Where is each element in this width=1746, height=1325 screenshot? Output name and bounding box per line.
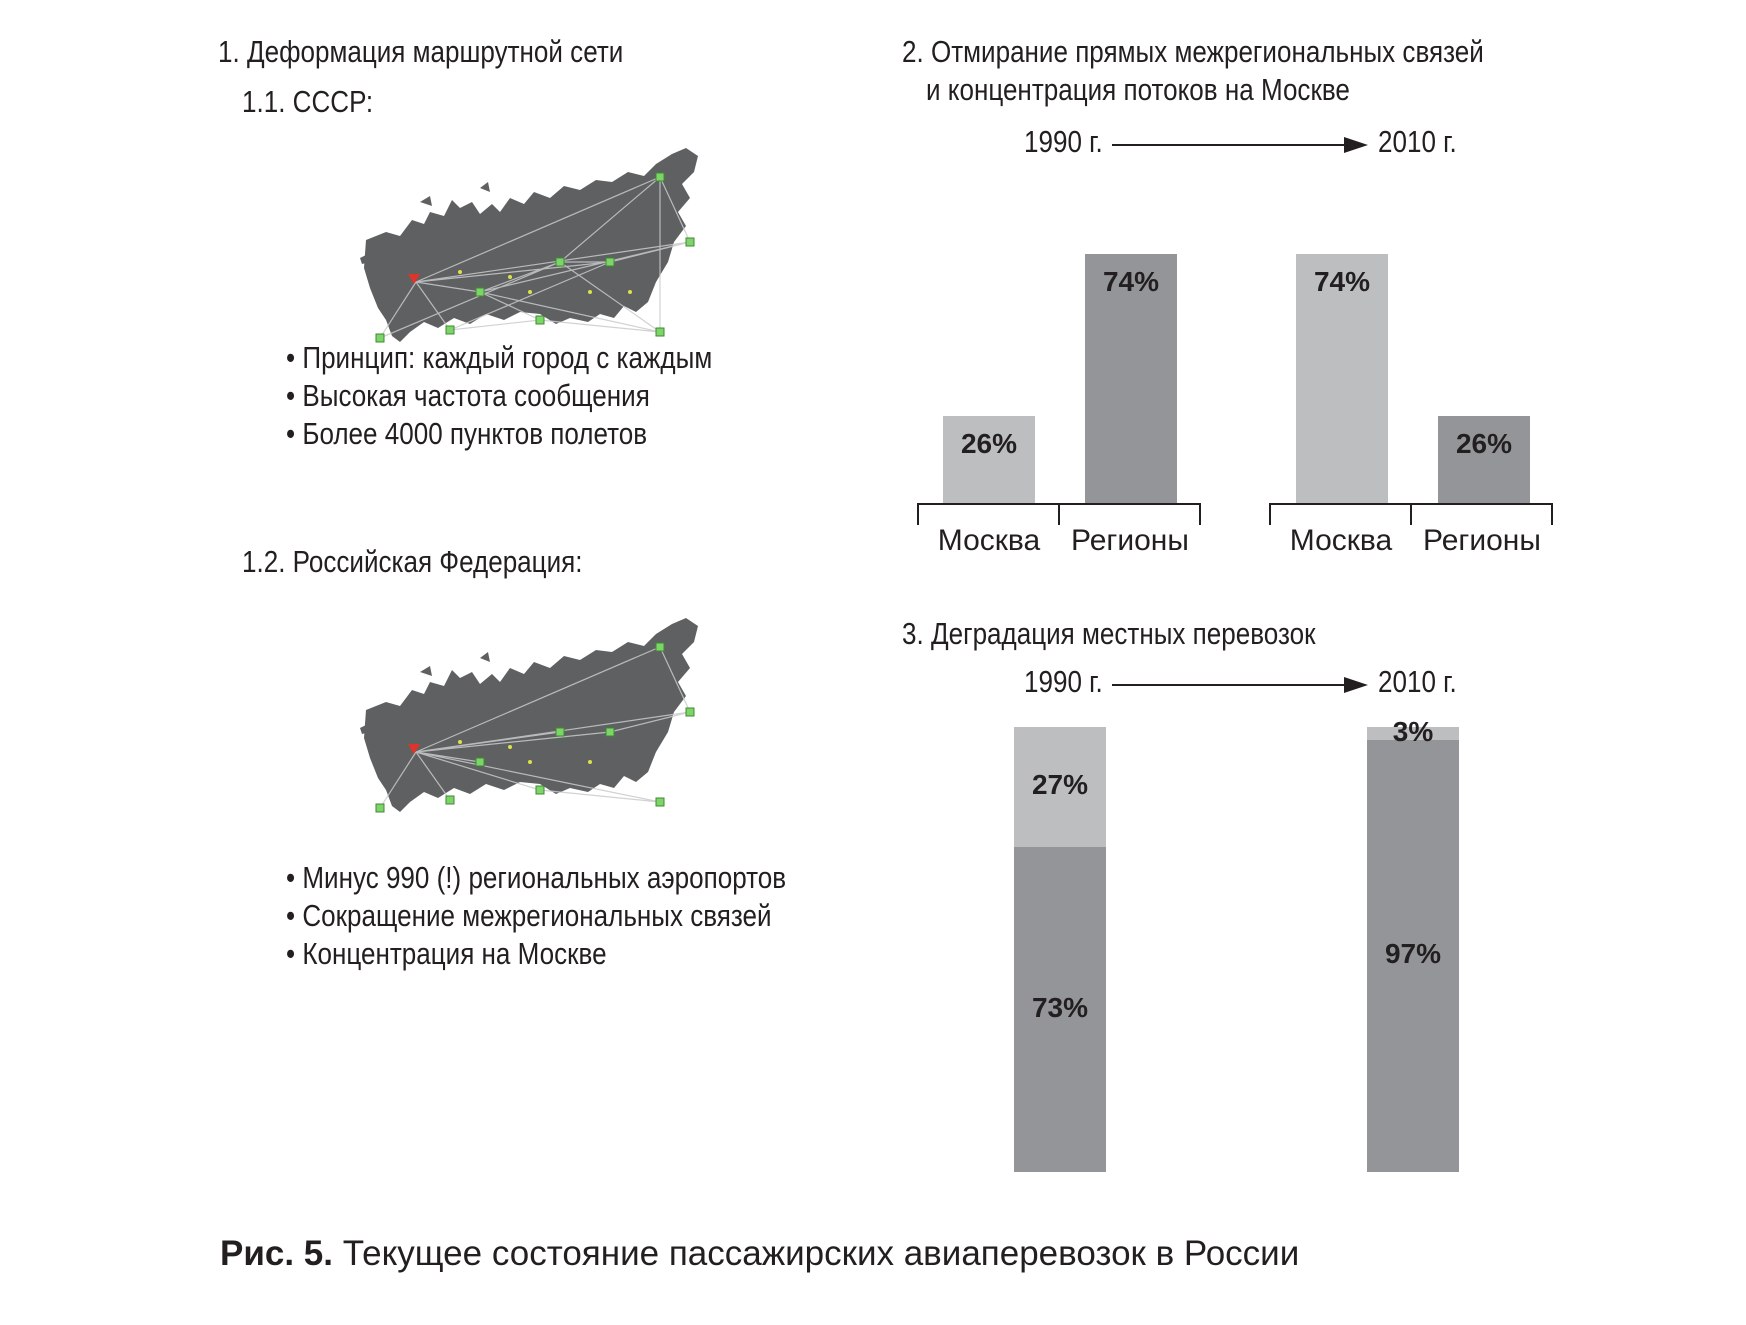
figure-caption-text: Текущее состояние пассажирских авиаперевозок в России [332,1234,1300,1273]
figure-caption-label: Рис. 5. [220,1234,333,1273]
bar-label-1990-moscow: 26% [960,428,1018,459]
section1-title: 1. Деформация маршрутной сети [218,34,624,69]
section2-arrow-icon [1112,135,1368,155]
category-label-regions: Регионы [1071,524,1189,557]
section2-year-from: 1990 г. [1024,124,1103,159]
rf-network-map-icon [360,612,712,842]
list-item: • Высокая частота сообщения [286,377,712,415]
ussr-network-map-icon [360,142,712,372]
stacked-label-2010-upper: 3% [1392,715,1434,747]
axis-tick [1551,503,1553,525]
list-item: • Минус 990 (!) региональных аэропортов [286,859,786,897]
section3-year-from: 1990 г. [1024,664,1103,699]
section2-year-to: 2010 г. [1378,124,1457,159]
section3-title: 3. Деградация местных перевозок [902,616,1316,651]
category-label-regions: Регионы [1423,524,1541,557]
stacked-label-2010-lower: 97% [1384,938,1442,969]
bar-label-2010-regions: 26% [1455,428,1513,459]
axis-tick [917,503,919,525]
category-label-moscow: Москва [937,524,1041,557]
rf-bullets [286,859,786,973]
ussr-subtitle: 1.1. СССР: [242,84,374,119]
axis-tick [1410,503,1412,525]
section3-year-to: 2010 г. [1378,664,1457,699]
section2-title-line1: 2. Отмирание прямых межрегиональных связей [902,34,1484,69]
stacked-label-1990-upper: 27% [1031,769,1089,800]
list-item: • Сокращение межрегиональных связей [286,897,786,935]
figure-caption [220,1234,1299,1274]
axis-tick [1058,503,1060,525]
section3-arrow-icon [1112,675,1368,695]
bar-label-1990-regions: 74% [1102,266,1160,297]
bar-label-2010-moscow: 74% [1313,266,1371,297]
category-label-moscow: Москва [1289,524,1393,557]
axis-tick [1199,503,1201,525]
rf-subtitle: 1.2. Российская Федерация: [242,544,583,579]
list-item: • Концентрация на Москве [286,935,786,973]
ussr-bullets [286,339,712,453]
stacked-label-1990-lower: 73% [1031,991,1089,1023]
section2-title-line2: и концентрация потоков на Москве [926,72,1350,107]
axis-tick [1269,503,1271,525]
list-item: • Принцип: каждый город с каждым [286,339,712,377]
list-item: • Более 4000 пунктов полетов [286,415,712,453]
